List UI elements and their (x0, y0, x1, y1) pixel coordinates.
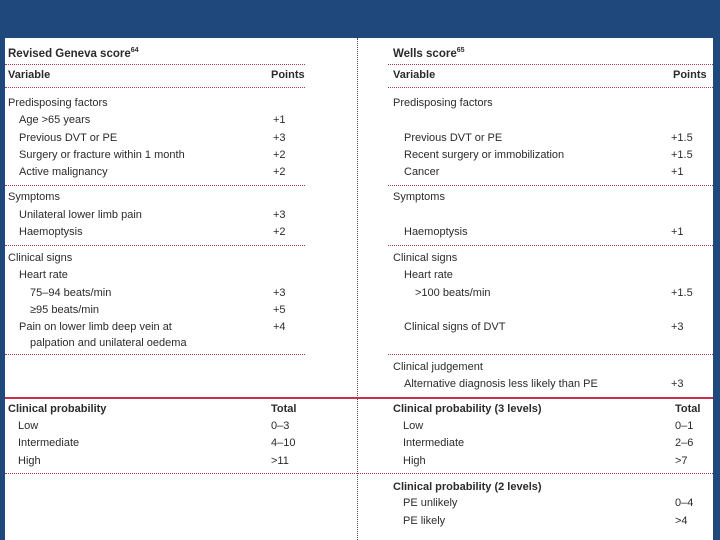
geneva-prob-label: High (18, 455, 41, 467)
geneva-ref: 64 (130, 47, 139, 54)
wells-prob-col: Total (675, 403, 701, 415)
geneva-row-label: Pain on lower limb deep vein at (19, 321, 172, 333)
geneva-row-label: Predisposing factors (8, 97, 108, 109)
geneva-row-label: Clinical signs (8, 252, 73, 264)
wells-title (393, 44, 465, 61)
wells-row-label: Heart rate (404, 269, 453, 281)
wells-ref: 65 (456, 47, 465, 54)
dotted-rule (5, 354, 305, 355)
section-divider (5, 397, 713, 399)
geneva-prob-col: Total (271, 403, 297, 415)
geneva-col-variable: Variable (8, 69, 51, 81)
wells-prob3-title: Clinical probability (3 levels) (393, 403, 542, 415)
geneva-prob-label: Intermediate (18, 437, 80, 449)
wells-prob2-title: Clinical probability (2 levels) (393, 481, 542, 493)
geneva-row-label: Symptoms (8, 191, 60, 203)
dotted-rule (388, 87, 713, 88)
dotted-rule (388, 245, 713, 246)
wells-row-points: +1 (671, 166, 684, 178)
geneva-row-points: +3 (273, 209, 286, 221)
dotted-rule (388, 64, 713, 65)
wells-row-points: +1.5 (671, 132, 693, 144)
geneva-title (8, 44, 139, 61)
geneva-row-points: +2 (273, 226, 286, 238)
wells-row-label: >100 beats/min (415, 287, 491, 299)
geneva-prob-total: >11 (271, 455, 289, 467)
wells-prob3-total: >7 (675, 455, 688, 467)
wells-prob2-label: PE unlikely (403, 497, 458, 509)
geneva-row-label: Previous DVT or PE (19, 132, 118, 144)
geneva-row-label: Haemoptysis (19, 226, 83, 238)
dotted-rule (388, 185, 713, 186)
wells-row-points: +1.5 (671, 149, 693, 161)
wells-row-label: Alternative diagnosis less likely than PE (404, 378, 598, 390)
dotted-rule (388, 354, 713, 355)
geneva-prob-total: 0–3 (271, 420, 290, 432)
dotted-rule (357, 473, 713, 474)
geneva-row-points: +2 (273, 149, 286, 161)
wells-col-variable: Variable (393, 69, 436, 81)
wells-prob3-total: 0–1 (675, 420, 694, 432)
wells-prob2-total: >4 (675, 515, 688, 527)
wells-row-label: Symptoms (393, 191, 445, 203)
wells-row-label: Predisposing factors (393, 97, 493, 109)
wells-row-label: Clinical judgement (393, 361, 483, 373)
wells-prob2-total: 0–4 (675, 497, 694, 509)
geneva-prob-title: Clinical probability (8, 403, 107, 415)
wells-row-label: Clinical signs (393, 252, 458, 264)
wells-row-label: Cancer (404, 166, 440, 178)
dotted-rule (5, 473, 357, 474)
dotted-rule (5, 87, 305, 88)
wells-row-label: Recent surgery or immobilization (404, 149, 565, 161)
geneva-row-label: Surgery or fracture within 1 month (19, 149, 185, 161)
wells-row-points: +3 (671, 378, 684, 390)
geneva-row-points: +2 (273, 166, 286, 178)
geneva-row-label: Age >65 years (19, 114, 91, 126)
wells-col-points: Points (673, 69, 707, 81)
dotted-rule (5, 185, 305, 186)
geneva-row-label: Heart rate (19, 269, 68, 281)
geneva-row-points: +3 (273, 287, 286, 299)
wells-row-label: Previous DVT or PE (404, 132, 503, 144)
wells-prob3-label: Intermediate (403, 437, 465, 449)
column-divider (357, 38, 358, 540)
wells-row-label: Haemoptysis (404, 226, 468, 238)
geneva-row-points: +4 (273, 321, 286, 333)
geneva-row-points: +3 (273, 132, 286, 144)
wells-row-points: +1 (671, 226, 684, 238)
wells-row-points: +1.5 (671, 287, 693, 299)
geneva-prob-label: Low (18, 420, 39, 432)
wells-prob3-total: 2–6 (675, 437, 694, 449)
geneva-title-text: Revised Geneva score (8, 47, 131, 60)
wells-prob3-label: High (403, 455, 426, 467)
geneva-row-points: +5 (273, 304, 286, 316)
geneva-row-label: ≥95 beats/min (30, 304, 100, 316)
dotted-rule (5, 245, 305, 246)
geneva-row-label: Unilateral lower limb pain (19, 209, 142, 221)
wells-row-label: Clinical signs of DVT (404, 321, 506, 333)
score-table-sheet (5, 38, 713, 540)
geneva-row-label: palpation and unilateral oedema (30, 337, 187, 349)
wells-row-points: +3 (671, 321, 684, 333)
wells-prob3-label: Low (403, 420, 424, 432)
geneva-col-points: Points (271, 69, 305, 81)
dotted-rule (5, 64, 305, 65)
wells-prob2-label: PE likely (403, 515, 446, 527)
wells-title-text: Wells score (393, 47, 457, 60)
geneva-row-label: 75–94 beats/min (30, 287, 112, 299)
geneva-prob-total: 4–10 (271, 437, 296, 449)
geneva-row-label: Active malignancy (19, 166, 108, 178)
geneva-row-points: +1 (273, 114, 286, 126)
